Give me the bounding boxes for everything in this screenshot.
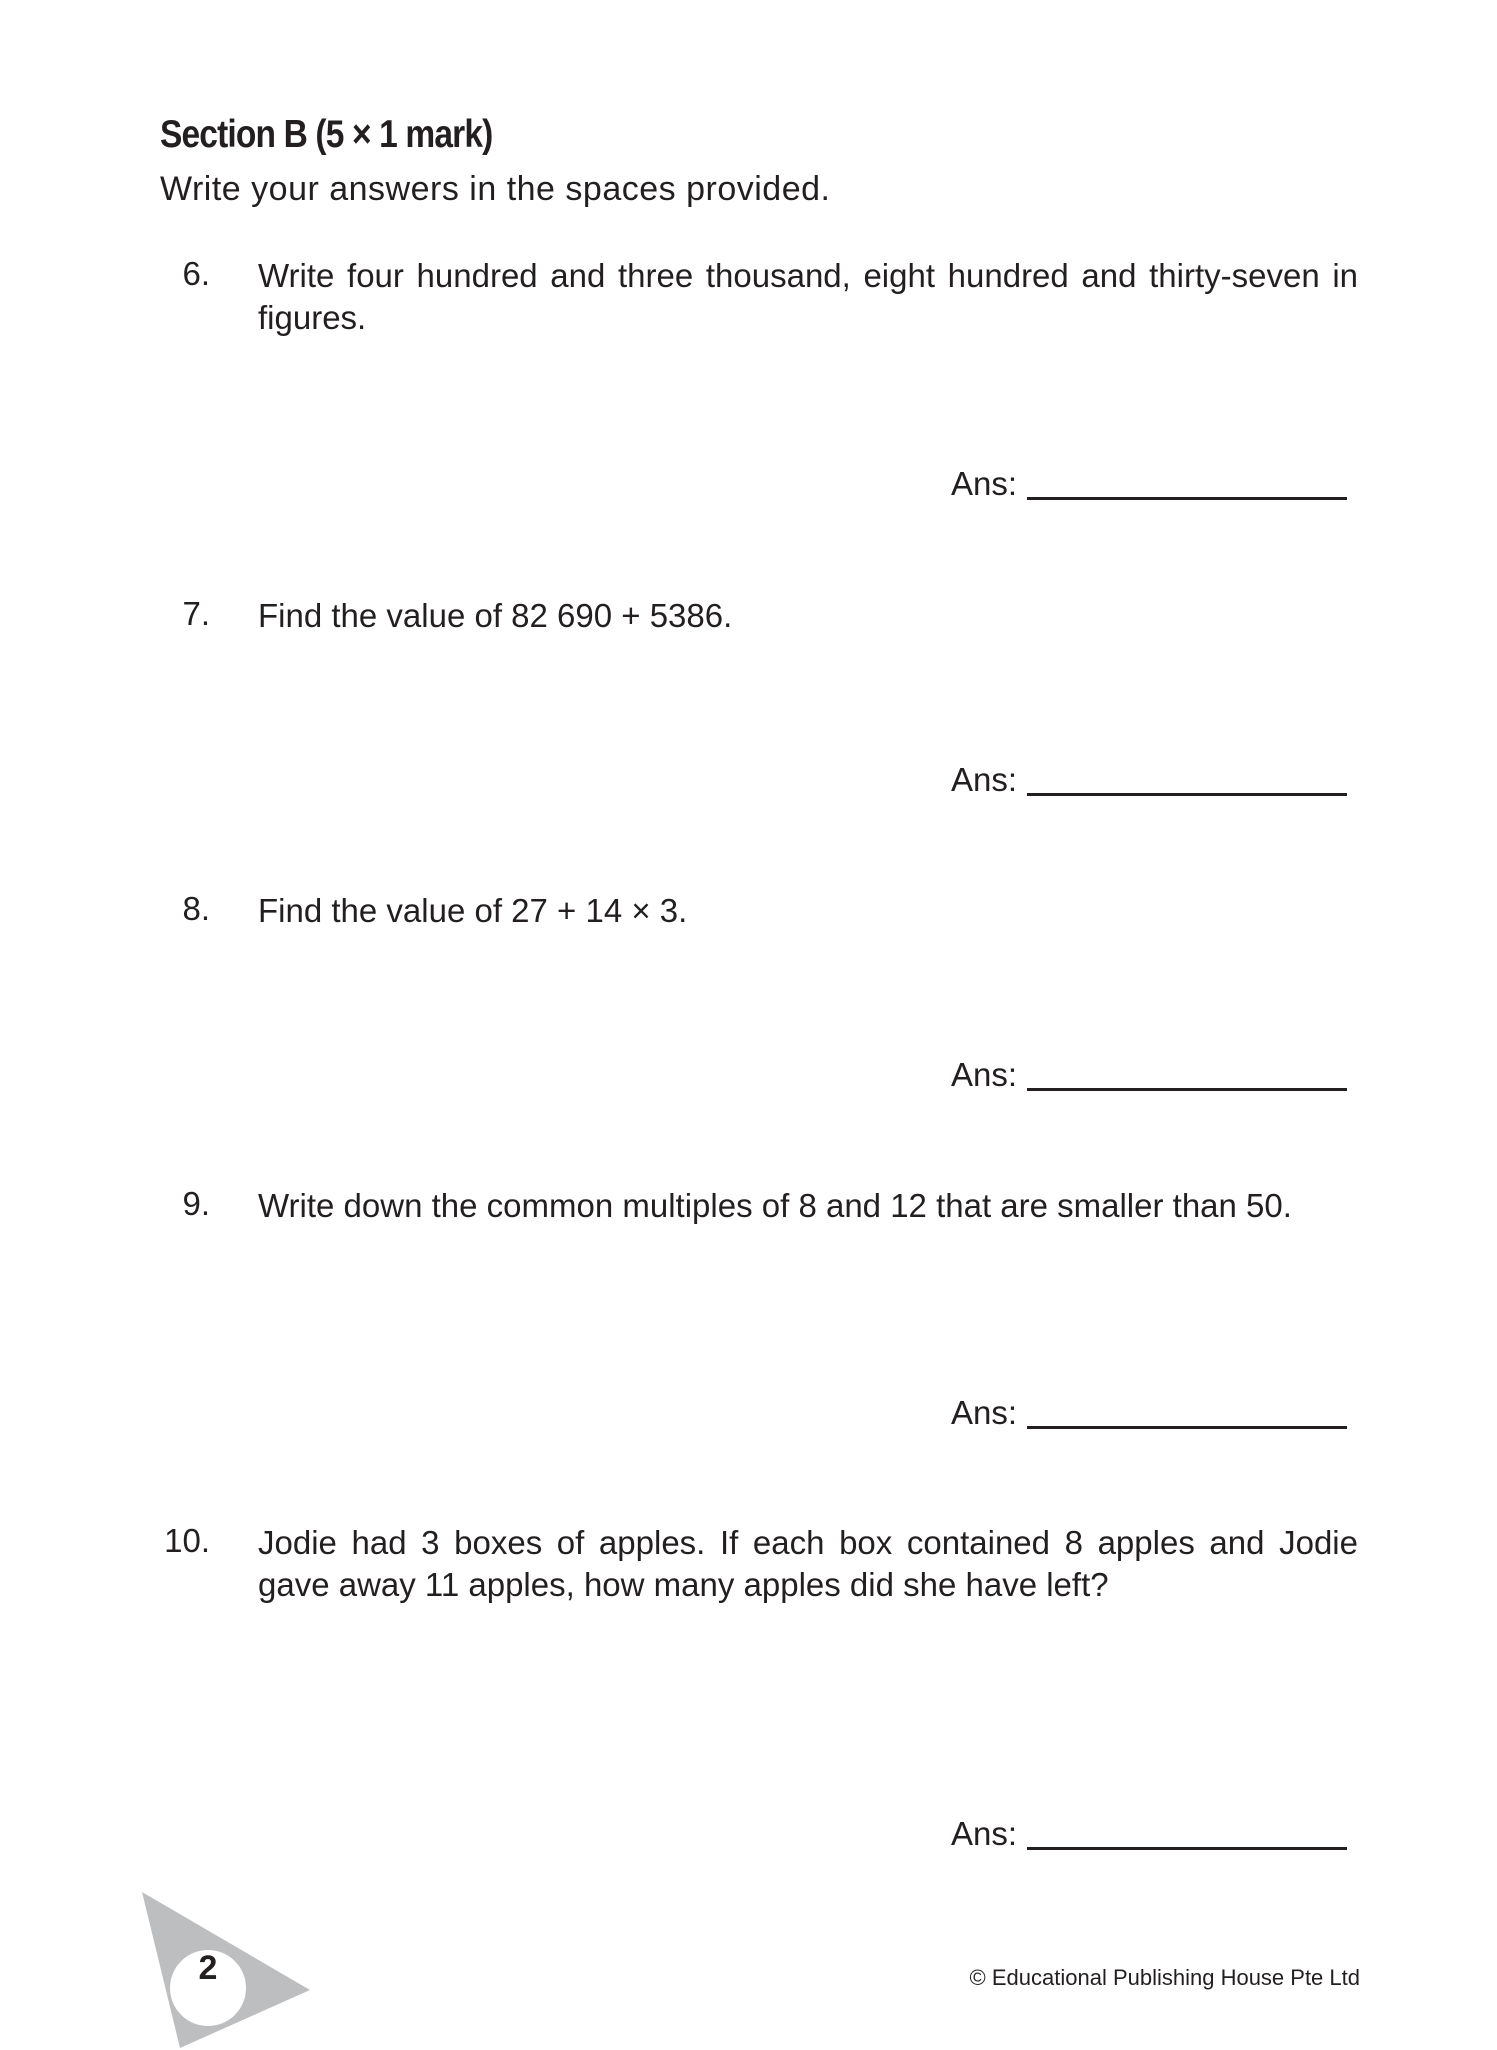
answer-10 [951,1815,1351,1857]
answer-6 [951,465,1351,507]
answer-label: Ans: [951,465,1018,502]
answer-9 [951,1394,1351,1436]
question-number: 6. [182,255,210,292]
answer-blank[interactable] [1027,1426,1347,1429]
answer-8 [951,1056,1351,1098]
answer-blank[interactable] [1027,497,1347,500]
question-text: Write four hundred and three thousand, eight hundred and thirty-seven in figures. [258,257,1358,336]
question-text: Jodie had 3 boxes of apples. If each box contained 8 apples and Jodie gave away 11 apples, how many apples did she have left? [258,1524,1358,1603]
section-title: Section B (5 × 1 mark) [160,113,493,156]
answer-label: Ans: [951,1394,1018,1431]
question-number: 10. [164,1522,210,1559]
copyright-text: © Educational Publishing House Pte Ltd [969,1965,1360,1990]
answer-blank[interactable] [1027,1088,1347,1091]
question-number: 8. [182,890,210,927]
answer-7 [951,761,1351,803]
question-text: Find the value of 82 690 + 5386. [258,597,733,634]
question-number: 7. [182,595,210,632]
question-number: 9. [182,1185,210,1222]
answer-label: Ans: [951,1056,1018,1093]
instruction-text: Write your answers in the spaces provided. [160,170,831,208]
answer-blank[interactable] [1027,1847,1347,1850]
answer-blank[interactable] [1027,793,1347,796]
question-text: Find the value of 27 + 14 × 3. [258,892,688,929]
answer-label: Ans: [951,1815,1018,1852]
page-number: 2 [198,1949,218,1987]
answer-label: Ans: [951,761,1018,798]
question-text: Write down the common multiples of 8 and 12 that are smaller than 50. [258,1187,1292,1224]
